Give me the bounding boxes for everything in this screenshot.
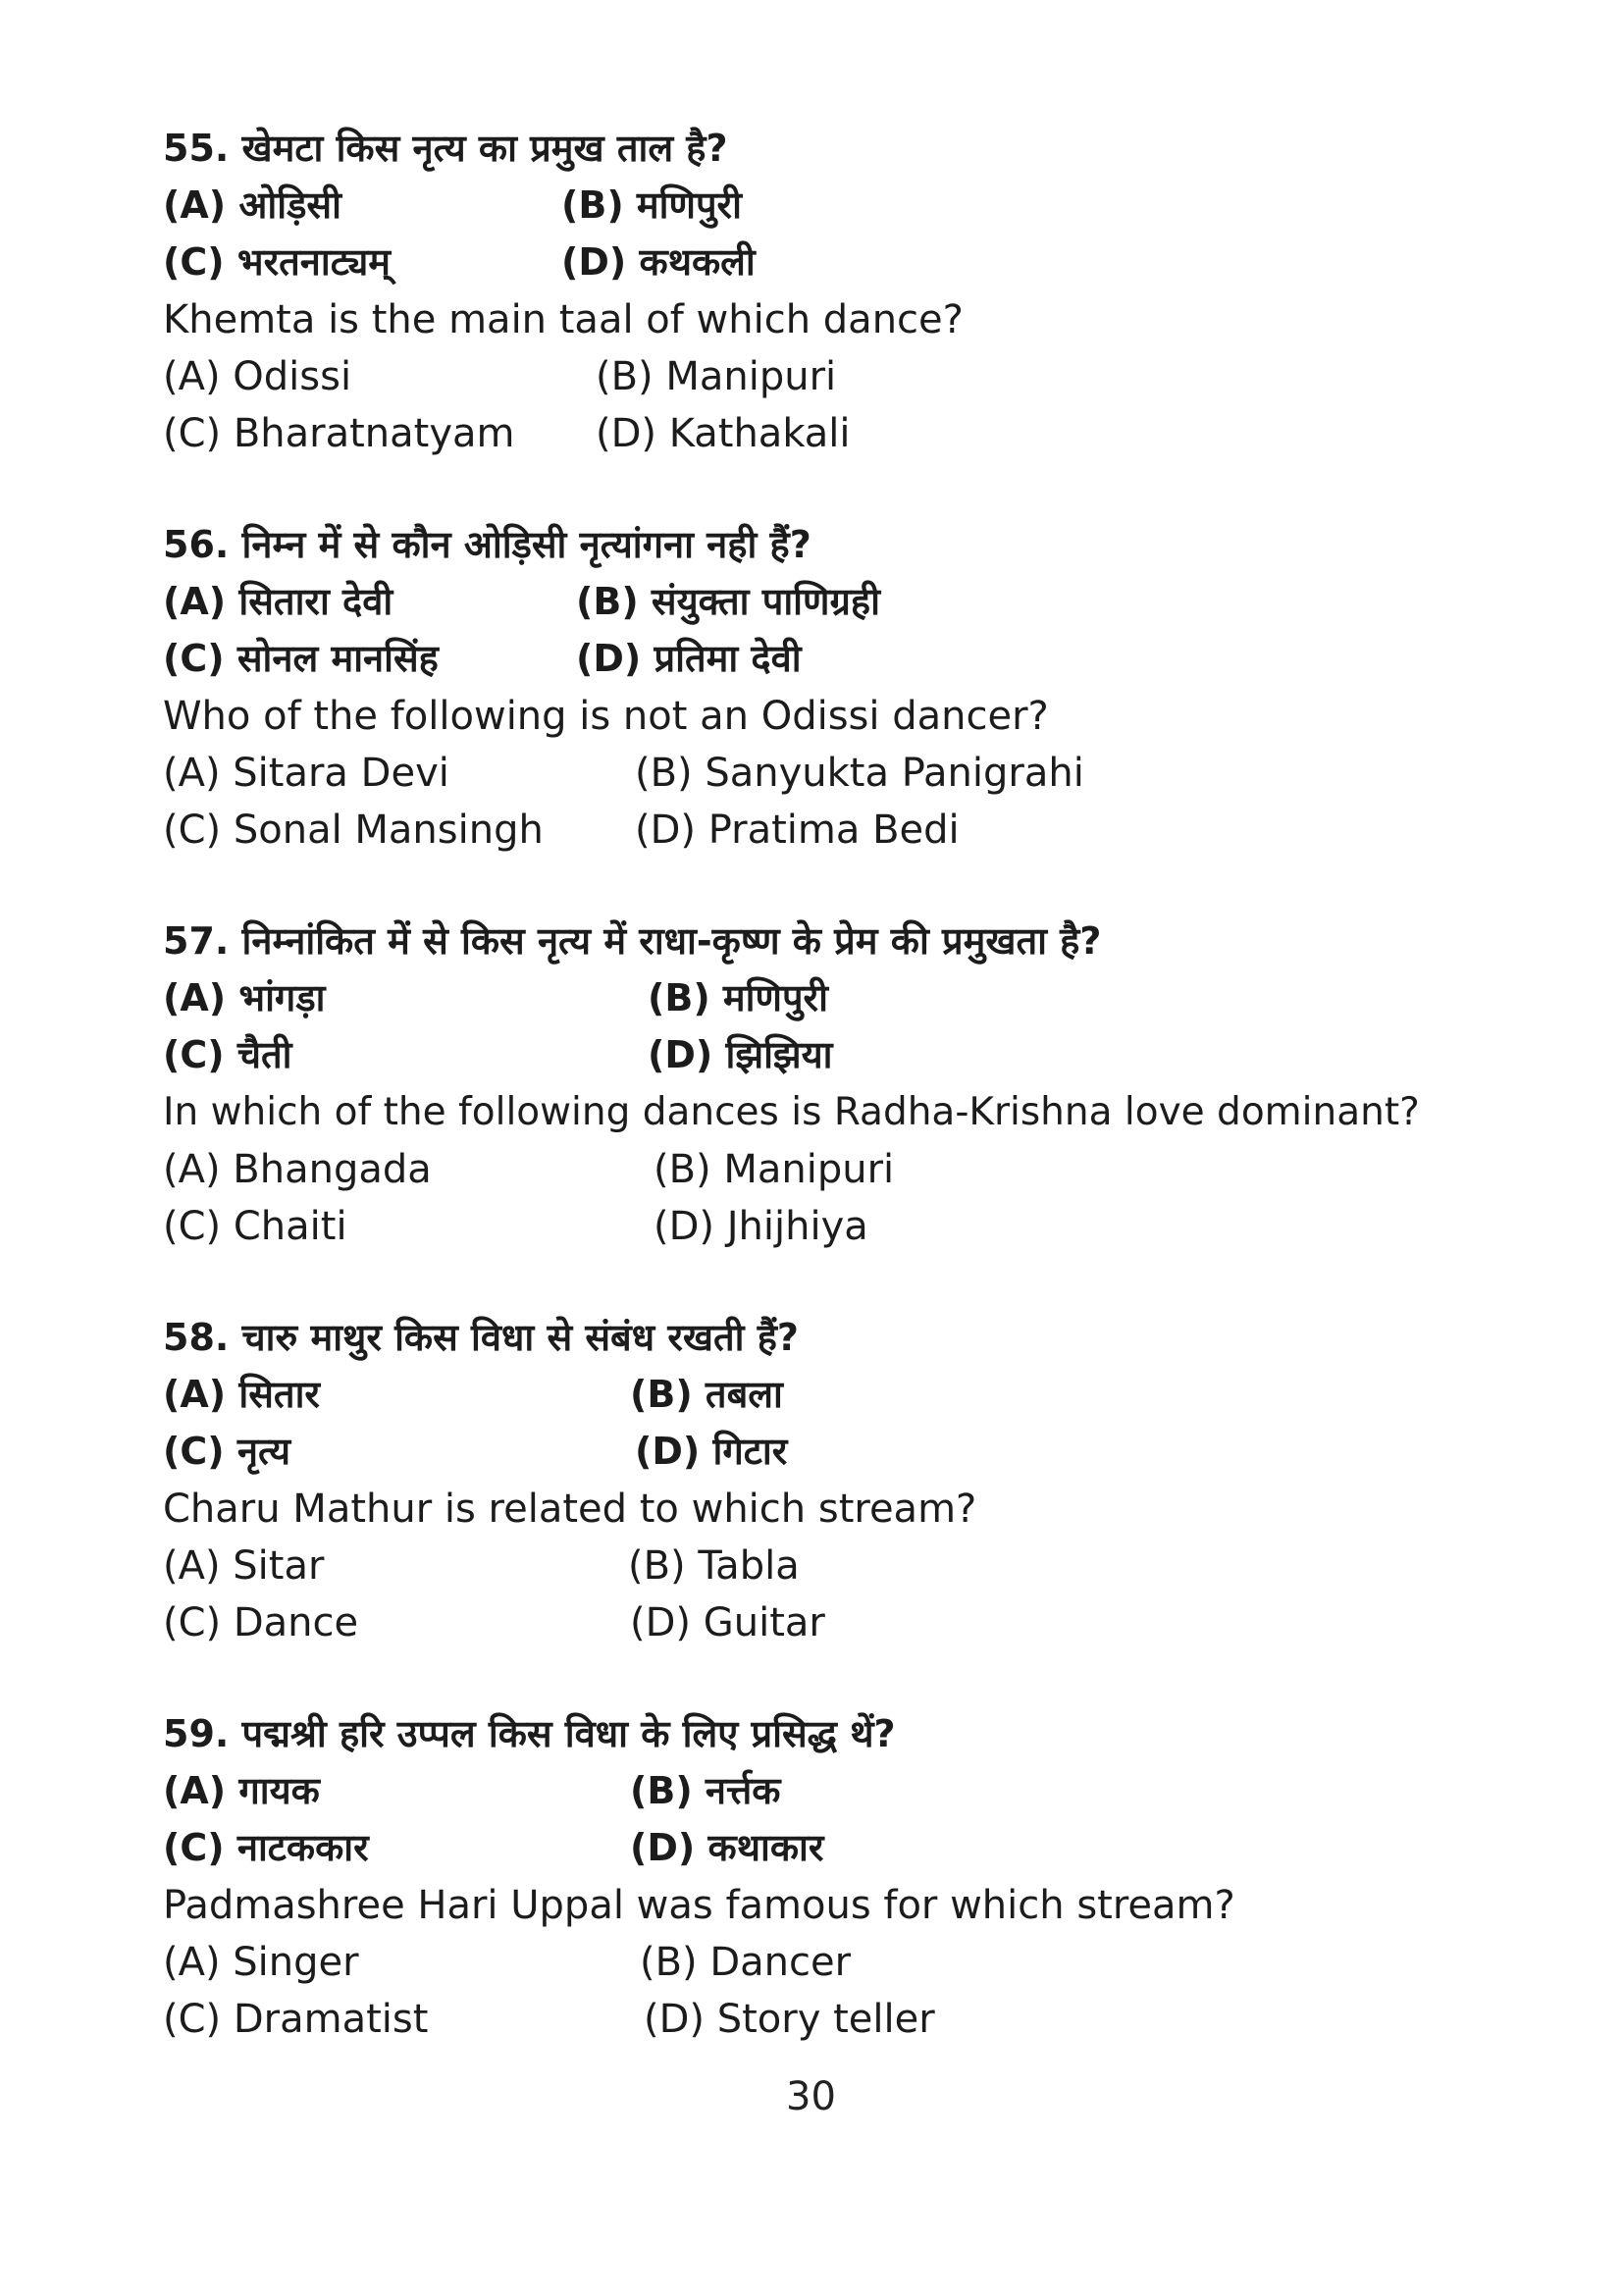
page-number: 30 [786,2074,836,2119]
option-c-english: (C) Bharatnatyam [163,411,515,456]
option-d-hindi: (D) प्रतिमा देवी [576,637,802,680]
option-d-hindi: (D) कथकली [561,240,756,284]
option-c-hindi: (C) सोनल मानसिंह [163,637,439,680]
option-d-english: (D) Jhijhiya [654,1204,868,1249]
option-c-english: (C) Chaiti [163,1204,347,1249]
option-c-hindi: (C) नाटककार [163,1826,369,1869]
option-b-hindi: (B) मणिपुरी [561,183,742,227]
question-hindi-text: 58. चारु माथुर किस विधा से संबंध रखती हैं? [163,1316,799,1359]
option-c-hindi: (C) भरतनाट्यम् [163,240,391,284]
question-hindi-text: 55. खेमटा किस नृत्य का प्रमुख ताल है? [163,127,728,170]
option-d-hindi: (D) झिझिया [648,1033,833,1076]
option-d-english: (D) Story teller [644,1997,935,2042]
question-english-text: Padmashree Hari Uppal was famous for which stream? [163,1883,1235,1928]
question-hindi-text: 56. निम्न में से कौन ओड़िसी नृत्यांगना नही हैं? [163,523,811,566]
option-b-english: (B) Sanyukta Panigrahi [635,751,1084,796]
option-b-hindi: (B) संयुक्ता पाणिग्रही [576,580,880,623]
option-b-english: (B) Tabla [628,1543,800,1589]
question-english-text: Who of the following is not an Odissi dancer? [163,694,1049,739]
option-a-english: (A) Bhangada [163,1147,432,1192]
question-hindi-text: 59. पद्मश्री हरि उप्पल किस विधा के लिए प्रसिद्ध थें? [163,1712,896,1755]
option-d-english: (D) Kathakali [596,411,851,456]
question-hindi-text: 57. निम्नांकित में से किस नृत्य में राधा-कृष्ण के प्रेम की प्रमुखता है? [163,919,1102,963]
option-a-hindi: (A) ओड़िसी [163,183,341,227]
question-english-text: Khemta is the main taal of which dance? [163,297,964,342]
option-b-hindi: (B) नर्त्तक [630,1769,781,1812]
option-a-english: (A) Sitar [163,1543,325,1589]
option-c-english: (C) Sonal Mansingh [163,808,544,853]
option-c-hindi: (C) नृत्य [163,1430,291,1473]
question-english-text: Charu Mathur is related to which stream? [163,1487,977,1532]
option-a-english: (A) Sitara Devi [163,751,449,796]
option-b-hindi: (B) मणिपुरी [648,976,828,1019]
option-c-english: (C) Dramatist [163,1997,429,2042]
option-d-hindi: (D) कथाकार [630,1826,824,1869]
option-b-hindi: (B) तबला [630,1373,783,1416]
option-a-hindi: (A) सितारा देवी [163,580,393,623]
option-b-english: (B) Dancer [640,1940,852,1985]
option-d-english: (D) Pratima Bedi [635,808,960,853]
option-b-english: (B) Manipuri [654,1147,895,1192]
option-c-hindi: (C) चैती [163,1033,292,1076]
question-english-text: In which of the following dances is Radha-Krishna love dominant? [163,1090,1420,1134]
option-a-english: (A) Odissi [163,354,352,399]
option-d-hindi: (D) गिटार [635,1430,788,1473]
option-d-english: (D) Guitar [630,1600,825,1645]
option-a-hindi: (A) सितार [163,1373,320,1416]
option-c-english: (C) Dance [163,1600,359,1645]
option-a-hindi: (A) भांगड़ा [163,976,326,1019]
option-a-hindi: (A) गायक [163,1769,320,1812]
option-b-english: (B) Manipuri [596,354,837,399]
option-a-english: (A) Singer [163,1940,359,1985]
